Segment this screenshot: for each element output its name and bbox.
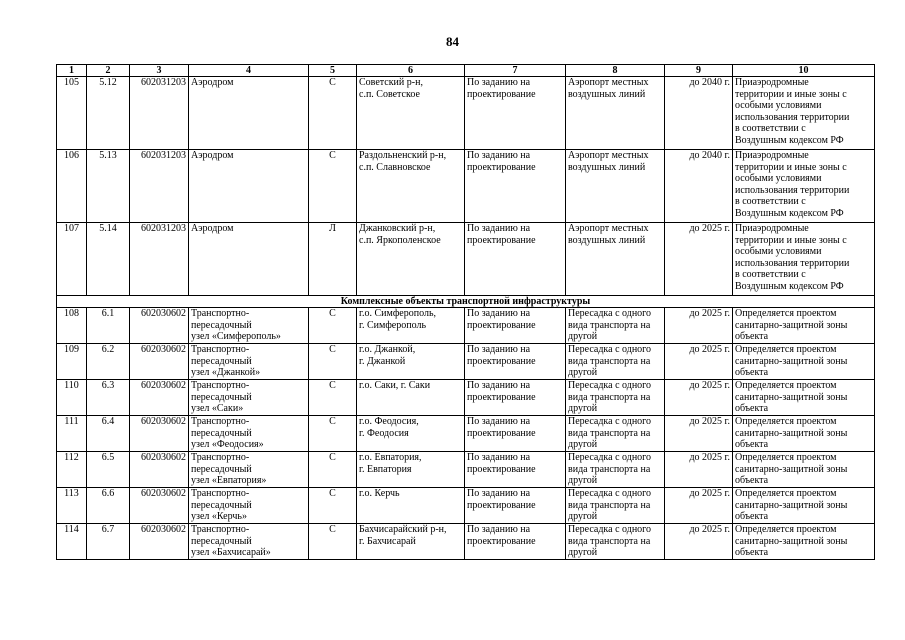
header-row <box>57 65 875 77</box>
cell-object-name: Транспортно-пересадочный узел «Керчь» <box>189 488 309 524</box>
cell-term: до 2025 г. <box>665 223 733 296</box>
cell-zone: Определяется проектом санитарно-защитной зоны объекта <box>733 524 875 560</box>
cell-location: г.о. Керчь <box>357 488 465 524</box>
cell-term: до 2025 г. <box>665 524 733 560</box>
column-header: 6 <box>357 65 465 77</box>
table-row <box>57 452 875 488</box>
section-row <box>57 296 875 308</box>
cell-id: 602030602 <box>130 524 189 560</box>
column-header: 3 <box>130 65 189 77</box>
cell-purpose: Пересадка с одного вида транспорта на другой <box>566 524 665 560</box>
column-header: 5 <box>309 65 357 77</box>
cell-status: С <box>309 150 357 223</box>
column-header: 2 <box>87 65 130 77</box>
cell-term: до 2025 г. <box>665 380 733 416</box>
cell-code: 6.6 <box>87 488 130 524</box>
cell-zone: Определяется проектом санитарно-защитной зоны объекта <box>733 488 875 524</box>
cell-basis: По заданию на проектирование <box>465 344 566 380</box>
cell-status: С <box>309 416 357 452</box>
cell-basis: По заданию на проектирование <box>465 308 566 344</box>
cell-object-name: Транспортно-пересадочный узел «Джанкой» <box>189 344 309 380</box>
cell-location: Джанковский р-н, с.п. Яркополенское <box>357 223 465 296</box>
cell-zone: Приаэродромные территории и иные зоны с особыми условиями использования территории в соответствии с Воздушным кодексом РФ <box>733 223 875 296</box>
page-number: 84 <box>446 34 459 49</box>
cell-basis: По заданию на проектирование <box>465 77 566 150</box>
cell-number: 113 <box>57 488 87 524</box>
transport-hub-rows <box>57 308 875 560</box>
cell-location: Советский р-н, с.п. Советское <box>357 77 465 150</box>
cell-status: С <box>309 77 357 150</box>
table-row <box>57 524 875 560</box>
cell-object-name: Транспортно-пересадочный узел «Бахчисарай» <box>189 524 309 560</box>
cell-basis: По заданию на проектирование <box>465 452 566 488</box>
cell-status: С <box>309 524 357 560</box>
table-row <box>57 344 875 380</box>
cell-purpose: Пересадка с одного вида транспорта на другой <box>566 416 665 452</box>
cell-id: 602030602 <box>130 416 189 452</box>
cell-purpose: Аэропорт местных воздушных линий <box>566 150 665 223</box>
cell-term: до 2040 г. <box>665 77 733 150</box>
cell-basis: По заданию на проектирование <box>465 416 566 452</box>
cell-purpose: Пересадка с одного вида транспорта на другой <box>566 380 665 416</box>
column-header: 8 <box>566 65 665 77</box>
cell-object-name: Транспортно-пересадочный узел «Симферополь» <box>189 308 309 344</box>
cell-location: г.о. Симферополь, г. Симферополь <box>357 308 465 344</box>
cell-term: до 2025 г. <box>665 452 733 488</box>
cell-code: 5.13 <box>87 150 130 223</box>
table-row <box>57 308 875 344</box>
cell-id: 602030602 <box>130 380 189 416</box>
cell-code: 6.1 <box>87 308 130 344</box>
cell-number: 109 <box>57 344 87 380</box>
cell-purpose: Аэропорт местных воздушных линий <box>566 77 665 150</box>
cell-status: С <box>309 380 357 416</box>
cell-basis: По заданию на проектирование <box>465 150 566 223</box>
cell-code: 6.4 <box>87 416 130 452</box>
cell-object-name: Аэродром <box>189 77 309 150</box>
cell-term: до 2040 г. <box>665 150 733 223</box>
cell-status: С <box>309 488 357 524</box>
cell-number: 114 <box>57 524 87 560</box>
cell-term: до 2025 г. <box>665 488 733 524</box>
cell-object-name: Транспортно-пересадочный узел «Саки» <box>189 380 309 416</box>
cell-zone: Определяется проектом санитарно-защитной зоны объекта <box>733 416 875 452</box>
cell-zone: Приаэродромные территории и иные зоны с особыми условиями использования территории в соответствии с Воздушным кодексом РФ <box>733 150 875 223</box>
table-row <box>57 416 875 452</box>
cell-code: 6.2 <box>87 344 130 380</box>
cell-purpose: Аэропорт местных воздушных линий <box>566 223 665 296</box>
cell-id: 602030602 <box>130 488 189 524</box>
cell-status: Л <box>309 223 357 296</box>
cell-purpose: Пересадка с одного вида транспорта на другой <box>566 452 665 488</box>
cell-number: 107 <box>57 223 87 296</box>
column-header: 4 <box>189 65 309 77</box>
registry-table <box>56 64 875 560</box>
cell-basis: По заданию на проектирование <box>465 223 566 296</box>
cell-code: 6.7 <box>87 524 130 560</box>
cell-id: 602030602 <box>130 308 189 344</box>
table-row <box>57 380 875 416</box>
cell-status: С <box>309 452 357 488</box>
cell-zone: Определяется проектом санитарно-защитной зоны объекта <box>733 380 875 416</box>
column-header: 1 <box>57 65 87 77</box>
cell-object-name: Транспортно-пересадочный узел «Феодосия» <box>189 416 309 452</box>
cell-object-name: Аэродром <box>189 223 309 296</box>
column-header: 9 <box>665 65 733 77</box>
cell-location: г.о. Джанкой, г. Джанкой <box>357 344 465 380</box>
table-row <box>57 150 875 223</box>
cell-basis: По заданию на проектирование <box>465 380 566 416</box>
cell-code: 5.12 <box>87 77 130 150</box>
cell-status: С <box>309 344 357 380</box>
column-header: 10 <box>733 65 875 77</box>
cell-zone: Определяется проектом санитарно-защитной зоны объекта <box>733 308 875 344</box>
table-row <box>57 488 875 524</box>
cell-code: 5.14 <box>87 223 130 296</box>
cell-id: 602031203 <box>130 150 189 223</box>
section-title: Комплексные объекты транспортной инфраструктуры <box>57 296 875 308</box>
cell-purpose: Пересадка с одного вида транспорта на другой <box>566 344 665 380</box>
cell-zone: Приаэродромные территории и иные зоны с особыми условиями использования территории в соответствии с Воздушным кодексом РФ <box>733 77 875 150</box>
cell-number: 110 <box>57 380 87 416</box>
cell-term: до 2025 г. <box>665 416 733 452</box>
cell-location: г.о. Евпатория, г. Евпатория <box>357 452 465 488</box>
table-row <box>57 223 875 296</box>
cell-id: 602031203 <box>130 223 189 296</box>
cell-purpose: Пересадка с одного вида транспорта на другой <box>566 488 665 524</box>
cell-id: 602030602 <box>130 344 189 380</box>
cell-number: 106 <box>57 150 87 223</box>
cell-code: 6.5 <box>87 452 130 488</box>
cell-object-name: Аэродром <box>189 150 309 223</box>
cell-status: С <box>309 308 357 344</box>
column-header: 7 <box>465 65 566 77</box>
cell-number: 111 <box>57 416 87 452</box>
cell-basis: По заданию на проектирование <box>465 524 566 560</box>
cell-location: г.о. Саки, г. Саки <box>357 380 465 416</box>
cell-zone: Определяется проектом санитарно-защитной зоны объекта <box>733 344 875 380</box>
cell-id: 602031203 <box>130 77 189 150</box>
cell-purpose: Пересадка с одного вида транспорта на другой <box>566 308 665 344</box>
cell-number: 112 <box>57 452 87 488</box>
table-row <box>57 77 875 150</box>
cell-object-name: Транспортно-пересадочный узел «Евпатория» <box>189 452 309 488</box>
cell-location: г.о. Феодосия, г. Феодосия <box>357 416 465 452</box>
cell-term: до 2025 г. <box>665 344 733 380</box>
cell-basis: По заданию на проектирование <box>465 488 566 524</box>
cell-location: Бахчисарайский р-н, г. Бахчисарай <box>357 524 465 560</box>
cell-location: Раздольненский р-н, с.п. Славновское <box>357 150 465 223</box>
airfield-rows <box>57 77 875 296</box>
cell-number: 105 <box>57 77 87 150</box>
cell-term: до 2025 г. <box>665 308 733 344</box>
cell-number: 108 <box>57 308 87 344</box>
cell-id: 602030602 <box>130 452 189 488</box>
cell-code: 6.3 <box>87 380 130 416</box>
cell-zone: Определяется проектом санитарно-защитной зоны объекта <box>733 452 875 488</box>
